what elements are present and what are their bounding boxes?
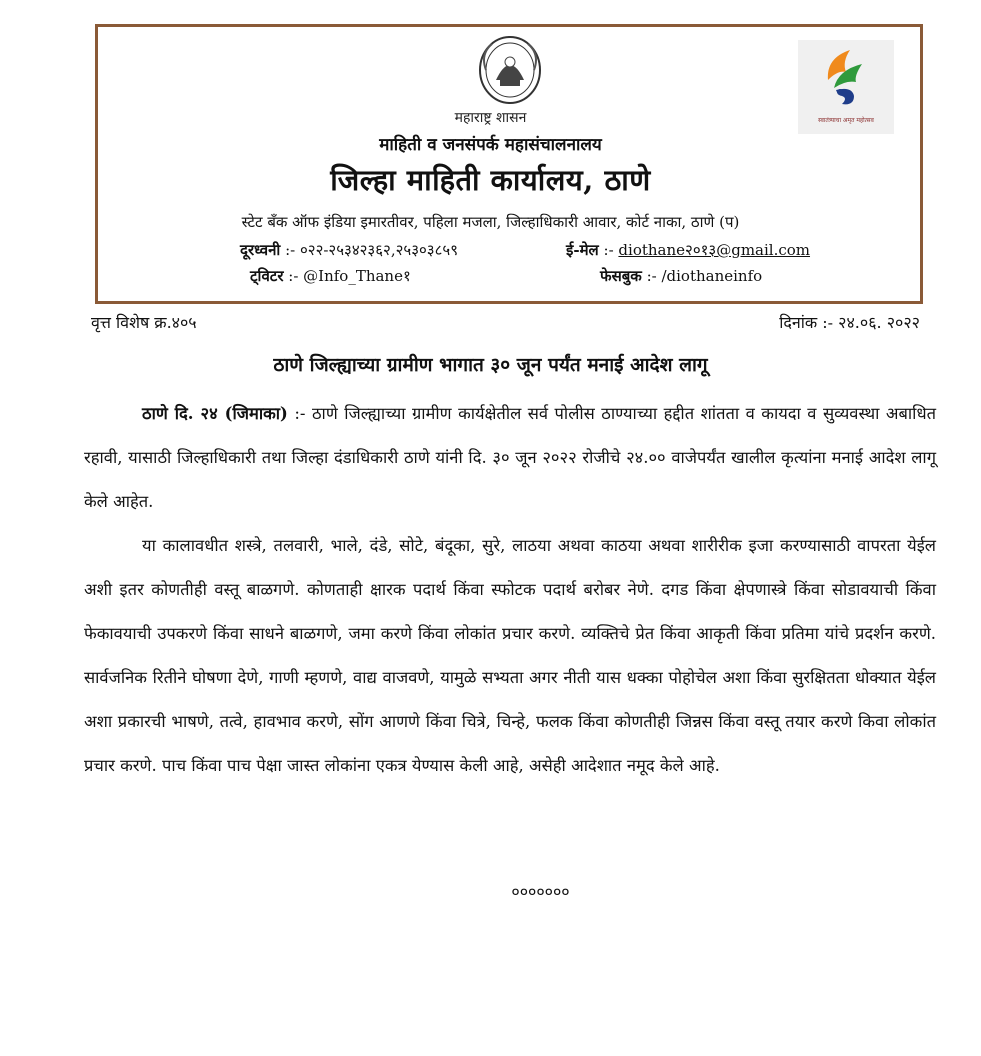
dateline: ठाणे दि. २४ (जिमाका)	[142, 404, 288, 423]
paragraph-2: या कालावधीत शस्त्रे, तलवारी, भाले, दंडे, सोटे, बंदूका, सुरे, लाठया अथवा काठया अथवा शारीरीक इजा करण्यासाठी वापरता येईल अशी इतर कोणतीही वस्तू बाळगणे. कोणताही क्षारक पदार्थ किंवा स्फोटक पदार्थ बरोबर नेणे. दगड किंवा क्षेपणास्त्रे किंवा सोडावयाची किंवा फेकावयाची उपकरणे किंवा साधने बाळगणे, जमा करणे किंवा लोकांत प्रचार करणे. व्यक्तिचे प्रेत किंवा आकृती किंवा प्रतिमा यांचे प्रदर्शन करणे. सार्वजनिक रितीने घोषणा देणे, गाणी म्हणणे, वाद्य वाजवणे, यामुळे सभ्यता अगर नीती यास धक्का पोहोचेल अशा किंवा सुरक्षितता धोक्यात येईल अशा प्रकारची भाषणे, तत्वे, हावभाव करणे, सोंग आणणे किंवा चित्रे, चिन्हे, फलक किंवा कोणतीही जिन्नस किंवा वस्तू तयार करणे किवा लोकांत प्रचार करणे. पाच किंवा पाच पेक्षा जास्त लोकांना एकत्र येण्यास केली आहे, असेही आदेशात नमूद केले आहे.	[84, 536, 936, 775]
maharashtra-seal-icon	[470, 34, 550, 106]
email-line	[566, 240, 810, 260]
paragraph-1	[84, 392, 936, 524]
logo-caption: स्वातंत्र्याचा अमृत महोत्सव	[818, 117, 874, 124]
phone-value: :- ०२२-२५३४२३६२,२५३०३८५९	[285, 241, 459, 259]
phone-label: दूरध्वनी	[240, 241, 281, 259]
press-release-number: वृत्त विशेष क्र.४०५	[91, 313, 197, 332]
end-mark: ०००००००	[511, 882, 570, 901]
facebook-line	[600, 266, 762, 286]
twitter-line	[250, 266, 411, 286]
email-link[interactable]: diothane२०१३@gmail.com	[618, 241, 811, 259]
twitter-label: ट्विटर	[250, 267, 284, 285]
headline: ठाणे जिल्ह्याच्या ग्रामीण भागात ३० जून पर्यंत मनाई आदेश लागू	[273, 354, 708, 376]
phone-line	[240, 240, 458, 260]
amrut-mahotsav-logo	[798, 40, 894, 134]
facebook-label: फेसबुक	[600, 267, 642, 285]
facebook-handle: :- /diothaneinfo	[646, 267, 763, 285]
government-name: महाराष्ट्र शासन	[454, 110, 527, 126]
email-label: ई-मेल	[566, 241, 599, 259]
email-separator: :-	[603, 241, 614, 259]
twitter-handle: :- @Info_Thane१	[288, 267, 411, 285]
tricolor-flame-icon	[798, 40, 894, 116]
release-date: दिनांक :- २४.०६. २०२२	[779, 313, 920, 332]
directorate-name: माहिती व जनसंपर्क महासंचालनालय	[379, 135, 602, 155]
office-address: स्टेट बँक ऑफ इंडिया इमारतीवर, पहिला मजला, जिल्हाधिकारी आवार, कोर्ट नाका, ठाणे (प)	[241, 213, 740, 231]
paragraph-1-text: :- ठाणे जिल्ह्याच्या ग्रामीण कार्यक्षेतील सर्व पोलीस ठाण्याच्या हद्दीत शांतता व कायदा व सुव्यवस्था अबाधित रहावी, यासाठी जिल्हाधिकारी तथा जिल्हा दंडाधिकारी ठाणे यांनी दि. ३० जून २०२२ रोजीचे २४.०० वाजेपर्यंत खालील कृत्यांना मनाई आदेश लागू केले आहेत.	[84, 404, 936, 511]
office-title: जिल्हा माहिती कार्यालय, ठाणे	[330, 163, 651, 197]
